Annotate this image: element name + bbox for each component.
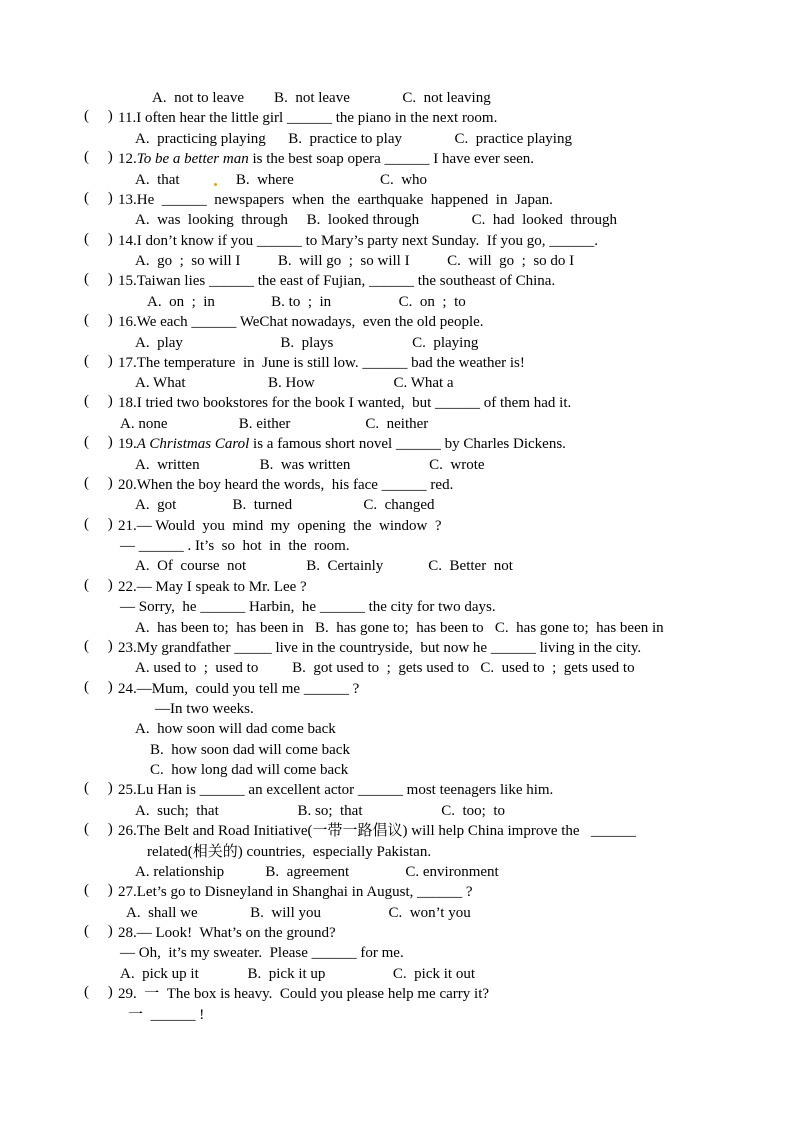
option-line: A. relationship B. agreement C. environment	[135, 864, 499, 880]
question-line: 11.I often hear the little girl ______ the piano in the next room.	[118, 110, 498, 126]
answer-bracket[interactable]: ( )	[84, 780, 113, 796]
option-line: A. What B. How C. What a	[135, 375, 454, 391]
answer-bracket[interactable]: ( )	[84, 516, 113, 532]
option-line: 一 ______ !	[128, 1007, 205, 1023]
option-line: — ______ . It’s so hot in the room.	[120, 538, 350, 554]
option-line: A. used to ; used to B. got used to ; gets used to C. used to ; gets used to	[135, 660, 635, 676]
answer-bracket[interactable]: ( )	[84, 271, 113, 287]
option-line: A. pick up it B. pick it up C. pick it out	[120, 966, 475, 982]
question-line: 20.When the boy heard the words, his face ______ red.	[118, 477, 454, 493]
question-line: 18.I tried two bookstores for the book I wanted, but ______ of them had it.	[118, 395, 572, 411]
question-line	[118, 149, 534, 169]
answer-bracket[interactable]: ( )	[84, 984, 113, 1000]
answer-bracket[interactable]: ( )	[84, 149, 113, 165]
option-line: A. has been to; has been in B. has gone to; has been to C. has gone to; has been in	[135, 620, 664, 636]
option-line: A. on ; in B. to ; in C. on ; to	[147, 294, 466, 310]
title-italic: To be a better man	[136, 151, 249, 167]
option-line: A. shall we B. will you C. won’t you	[126, 905, 471, 921]
answer-bracket[interactable]: ( )	[84, 231, 113, 247]
option-line: A. that B. where C. who	[135, 172, 428, 188]
answer-bracket[interactable]: ( )	[84, 312, 113, 328]
answer-bracket[interactable]: ( )	[84, 475, 113, 491]
option-line: related(相关的) countries, especially Pakistan.	[147, 844, 432, 860]
answer-bracket[interactable]: ( )	[84, 190, 113, 206]
question-text: is a famous short novel ______ by Charles Dickens.	[253, 436, 566, 452]
question-line: 17.The temperature in June is still low. ______ bad the weather is!	[118, 355, 525, 371]
answer-bracket[interactable]: ( )	[84, 353, 113, 369]
question-line: 13.He ______ newspapers when the earthquake happened in Japan.	[118, 192, 553, 208]
question-line: 25.Lu Han is ______ an excellent actor ______ most teenagers like him.	[118, 782, 554, 798]
question-line: 16.We each ______ WeChat nowadays, even the old people.	[118, 314, 484, 330]
question-number: 12.	[118, 151, 137, 167]
answer-bracket[interactable]: ( )	[84, 882, 113, 898]
question-line: 15.Taiwan lies ______ the east of Fujian, ______ the southeast of China.	[118, 273, 556, 289]
option-line: A. such; that B. so; that C. too; to	[135, 803, 505, 819]
option-line: B. how soon dad will come back	[150, 742, 350, 758]
option-line: A. play B. plays C. playing	[135, 335, 479, 351]
question-line: 26.The Belt and Road Initiative(一带一路倡议) will help China improve the ______	[118, 823, 636, 839]
question-line: 27.Let’s go to Disneyland in Shanghai in August, ______ ?	[118, 884, 473, 900]
question-line: 14.I don’t know if you ______ to Mary’s party next Sunday. If you go, ______.	[118, 233, 598, 249]
answer-bracket[interactable]: ( )	[84, 821, 113, 837]
option-line: —In two weeks.	[155, 701, 254, 717]
answer-bracket[interactable]: ( )	[84, 679, 113, 695]
option-line: A. how soon will dad come back	[135, 721, 336, 737]
option-line: A. none B. either C. neither	[120, 416, 429, 432]
answer-bracket[interactable]: ( )	[84, 434, 113, 450]
answer-bracket[interactable]: ( )	[84, 923, 113, 939]
question-line: 24.—Mum, could you tell me ______ ?	[118, 681, 360, 697]
option-line: — Sorry, he ______ Harbin, he ______ the city for two days.	[120, 599, 496, 615]
question-line	[118, 434, 566, 454]
answer-bracket[interactable]: ( )	[84, 577, 113, 593]
option-line: A. was looking through B. looked through C. had looked through	[135, 212, 618, 228]
title-italic: A Christmas Carol	[136, 436, 254, 452]
question-text: is the best soap opera ______ I have ever seen.	[248, 151, 535, 167]
option-line: A. practicing playing B. practice to play C. practice playing	[135, 131, 572, 147]
answer-bracket[interactable]: ( )	[84, 638, 113, 654]
option-line: C. how long dad will come back	[150, 762, 349, 778]
option-line: A. written B. was written C. wrote	[135, 457, 485, 473]
question-line: 21.— Would you mind my opening the window ?	[118, 518, 442, 534]
question-number: 19.	[118, 436, 137, 452]
option-line: A. go ; so will I B. will go ; so will I C. will go ; so do I	[135, 253, 575, 269]
option-line: A. not to leave B. not leave C. not leaving	[152, 90, 491, 106]
option-line: A. Of course not B. Certainly C. Better not	[135, 558, 513, 574]
question-line: 28.— Look! What’s on the ground?	[118, 925, 336, 941]
option-line: A. got B. turned C. changed	[135, 497, 435, 513]
question-line: 22.— May I speak to Mr. Lee ?	[118, 579, 307, 595]
question-line: 23.My grandfather _____ live in the countryside, but now he ______ living in the city.	[118, 640, 642, 656]
answer-bracket[interactable]: ( )	[84, 393, 113, 409]
option-line: — Oh, it’s my sweater. Please ______ for me.	[120, 945, 404, 961]
question-line: 29. 一 The box is heavy. Could you please help me carry it?	[118, 986, 490, 1002]
answer-bracket[interactable]: ( )	[84, 108, 113, 124]
